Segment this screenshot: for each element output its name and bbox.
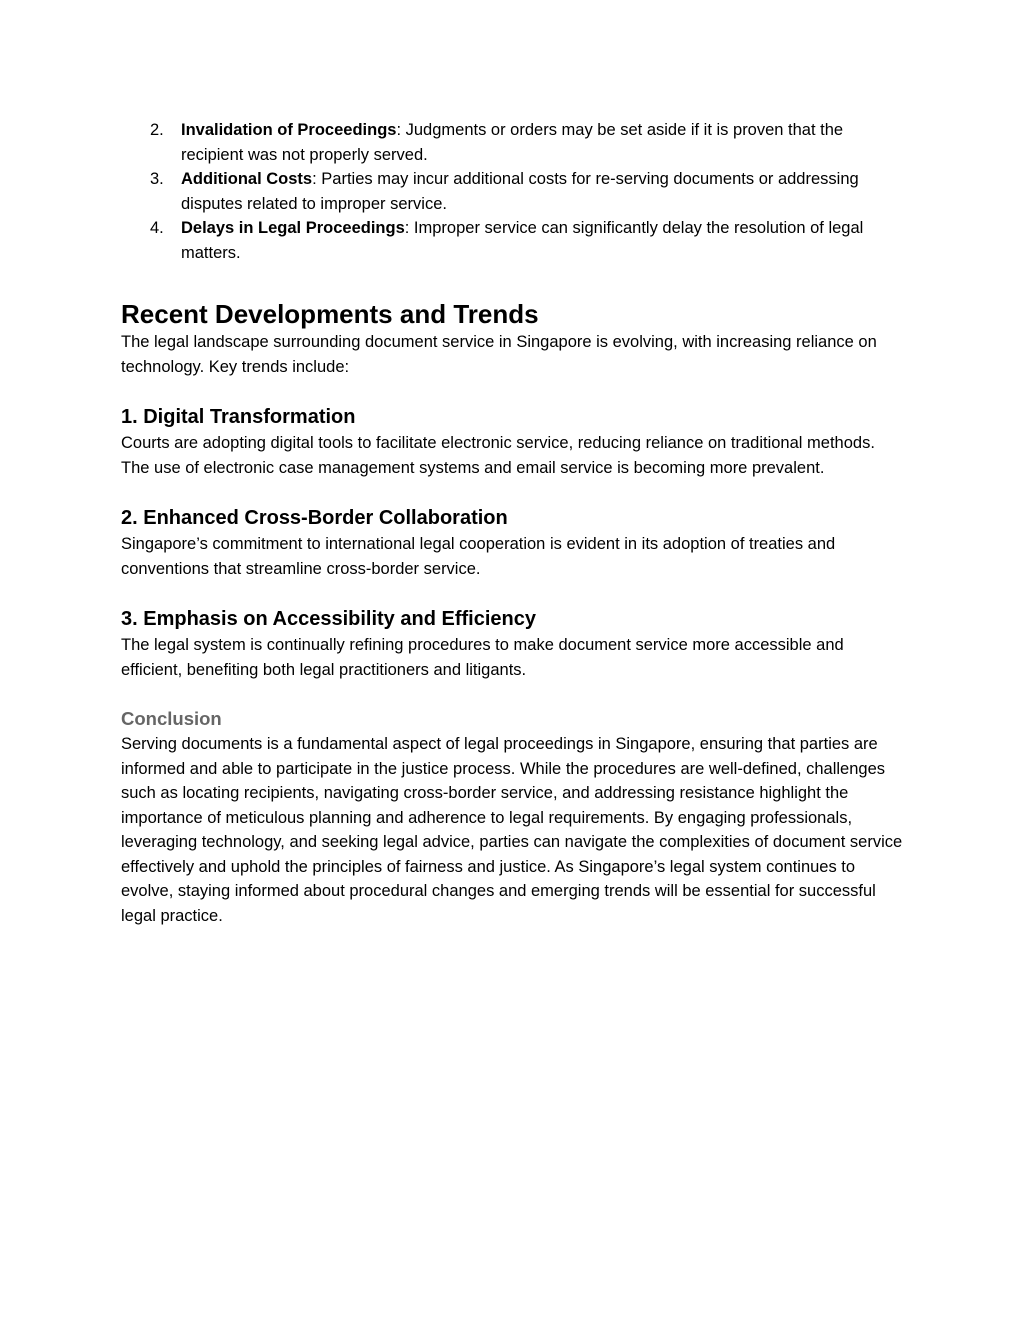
list-item <box>121 216 904 265</box>
consequences-list <box>121 118 904 265</box>
list-term: Delays in Legal Proceedings <box>181 219 405 237</box>
conclusion-heading: Conclusion <box>121 708 222 729</box>
trend-text-digital: Courts are adopting digital tools to facilitate electronic service, reducing reliance on traditional methods. The use of electronic case management systems and email service is becoming more prevalent. <box>121 434 875 477</box>
list-item <box>121 118 904 167</box>
list-item <box>121 167 904 216</box>
list-text: : Judgments or orders may be set aside if it is proven that the recipient was not properly served. <box>181 121 844 164</box>
list-number: 3. <box>150 170 164 188</box>
trend-text-cross-border: Singapore’s commitment to international legal cooperation is evident in its adoption of treaties and conventions that streamline cross-border service. <box>121 535 836 578</box>
trend-heading-accessibility: 3. Emphasis on Accessibility and Efficiency <box>121 608 536 630</box>
list-term: Invalidation of Proceedings <box>181 121 397 139</box>
list-number: 4. <box>150 219 164 237</box>
list-text: : Parties may incur additional costs for re-serving documents or addressing disputes related to improper service. <box>181 170 859 213</box>
section-intro: The legal landscape surrounding document service in Singapore is evolving, with increasing reliance on technology. Key trends include: <box>121 333 877 376</box>
trend-text-accessibility: The legal system is continually refining procedures to make document service more accessible and efficient, benefiting both legal practitioners and litigants. <box>121 636 844 679</box>
trend-heading-cross-border: 2. Enhanced Cross-Border Collaboration <box>121 507 508 529</box>
conclusion-text: Serving documents is a fundamental aspect of legal proceedings in Singapore, ensuring that parties are informed and able to participate in the justice process. While the procedures are well-defined, challenges such as locating recipients, navigating cross-border service, and addressing resistance highlight the importance of meticulous planning and adherence to legal requirements. By engaging professionals, leveraging technology, and seeking legal advice, parties can navigate the complexities of document service effectively and uphold the principles of fairness and justice. As Singapore’s legal system continues to evolve, staying informed about procedural changes and emerging trends will be essential for successful legal practice. <box>121 735 903 925</box>
list-text: : Improper service can significantly delay the resolution of legal matters. <box>181 219 864 262</box>
list-number: 2. <box>150 121 164 139</box>
trend-heading-digital: 1. Digital Transformation <box>121 406 356 428</box>
section-heading: Recent Developments and Trends <box>121 299 539 329</box>
document-content <box>121 118 904 928</box>
list-term: Additional Costs <box>181 170 313 188</box>
